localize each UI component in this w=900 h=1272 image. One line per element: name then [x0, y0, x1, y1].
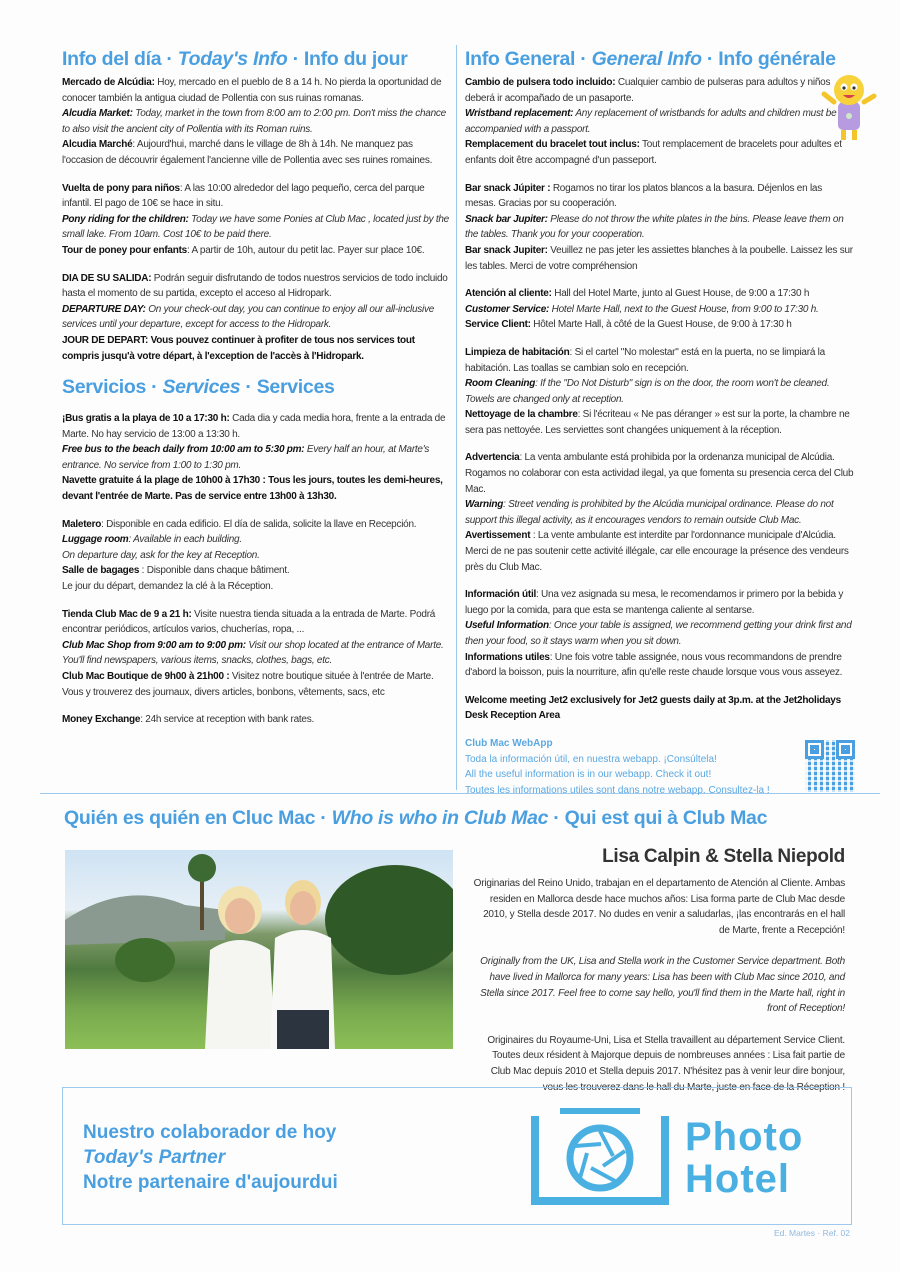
info-entry: [62, 579, 452, 595]
entry-text: : La venta ambulante está prohibida por la ordenanza municipal de Alcúdia. Rogamos no colaborar con esta actividad ilegal, ya que fomenta su presencia cerca del Club Mac.: [465, 452, 854, 495]
entry-text: Vous pouvez continuer à profiter de tous nos services tout compris jusqu'à votre départ, à l'exception de l'accès à l'Hidropark.: [62, 334, 415, 362]
who-is-who-text: [470, 846, 845, 1111]
photo-illustration: [65, 850, 453, 1049]
title-fr: · Services: [240, 376, 335, 399]
entry-text: : Once your table is assigned, we recommend getting your drink first and then your food, so it stays warm when you sit down.: [465, 620, 852, 647]
partner-heading: [83, 1120, 338, 1195]
info-entry: [465, 450, 855, 497]
info-entry: [62, 563, 452, 579]
title-es: Quién es quién en Cluc Mac ·: [64, 807, 332, 829]
entry-label: Alcudia Marché: [62, 139, 133, 151]
webapp-line: Toda la información útil, en nuestra webapp. ¡Consúltela!: [465, 753, 717, 765]
info-entry: [465, 587, 855, 618]
entry-label: JOUR DE DEPART:: [62, 334, 149, 346]
entry-label: Mercado de Alcúdia:: [62, 77, 155, 88]
entry-label: ¡Bus gratis a la playa de 10 a 17:30 h:: [62, 413, 230, 425]
logo-wordmark: Photo Hotel: [685, 1115, 804, 1201]
info-block: [465, 181, 855, 275]
entry-label: Información útil: [465, 589, 536, 601]
info-entry: [62, 212, 452, 243]
info-entry: [465, 407, 855, 438]
info-entry: [465, 618, 855, 649]
webapp-line: All the useful information is in our webapp. Check it out!: [465, 769, 712, 781]
entry-text: : Si l'écriteau « Ne pas déranger » est sur la porte, la chambre ne sera pas nettoyée. Les serviettes sont changées uniquement à la réception.: [465, 409, 850, 436]
info-block: [62, 271, 452, 365]
webapp-line: Toutes les informations utiles sont dans notre webapp. Consultez-la !: [465, 784, 770, 796]
entry-text: Hôtel Marte Hall, à côté de la Guest House, de 9:00 à 17:30 h: [530, 319, 792, 331]
info-block: [465, 345, 855, 439]
partner-line-es: Nuestro colaborador de hoy: [83, 1122, 337, 1143]
info-entry: [465, 181, 855, 212]
info-block: [465, 286, 855, 333]
info-entry: [62, 517, 452, 533]
info-block: [62, 712, 452, 728]
entry-text: : Disponible en cada edificio. El día de salida, solicite la llave en Recepción.: [101, 518, 417, 530]
entry-text: Today we have some Ponies at Club Mac , located just by the small lake. From 10am. Cost 10€ to be paid there.: [62, 213, 449, 241]
info-entry: [62, 137, 452, 168]
entry-label: Remplacement du bracelet tout inclus:: [465, 139, 640, 151]
photo-hotel-logo: [525, 1106, 845, 1206]
info-entry: [465, 243, 855, 274]
todays-info-title: [62, 48, 452, 71]
info-entry: [62, 181, 452, 212]
info-entry: [465, 693, 855, 724]
staff-names: Lisa Calpin & Stella Niepold: [602, 846, 845, 867]
bio-en: Originally from the UK, Lisa and Stella work in the Customer Service department. Both have lived in Mallorca for many years: Lisa has been with Club Mac since 2010, and Stella since 2017. Feel free to come say hello, you'll find them in the Marte hall, right in front of Reception!: [480, 956, 845, 1015]
camera-aperture-icon: [525, 1106, 675, 1206]
webapp-promo: [465, 736, 855, 798]
entry-label: Advertencia: [465, 452, 520, 464]
left-column: [62, 48, 452, 740]
entry-text: : Disponible dans chaque bâtiment.: [139, 565, 290, 577]
entry-label: Bar snack Jupiter:: [465, 244, 548, 256]
title-fr: · Qui est qui à Club Mac: [548, 807, 768, 829]
entry-text: : A partir de 10h, autour du petit lac. Payer sur place 10€.: [186, 244, 425, 256]
entry-label: DIA DE SU SALIDA:: [62, 272, 152, 284]
general-info-title: [465, 48, 855, 71]
entry-label: Wristband replacement:: [465, 108, 574, 120]
entry-label: Cambio de pulsera todo incluido:: [465, 77, 616, 88]
general-info-body: [465, 75, 855, 724]
info-entry: [465, 286, 855, 302]
entry-text: Please do not throw the white plates in the bins. Please leave them on the tables. Thank you for your cooperation.: [465, 213, 844, 241]
entry-label: Pony riding for the children:: [62, 213, 189, 225]
entry-text: Hoy, mercado en el pueblo de 8 a 14 h. No pierda la oportunidad de conocer también la antigua ciudad de Pollentia con sus ruinas romanas.: [62, 77, 442, 104]
entry-text: : 24h service at reception with bank rates.: [140, 714, 314, 726]
info-entry: [62, 243, 452, 259]
info-entry: [465, 345, 855, 376]
entry-text: Any replacement of wristbands for adults and children must be accompanied with a passport.: [465, 108, 837, 135]
info-entry: [465, 497, 855, 528]
info-entry: [465, 650, 855, 681]
entry-text: : Une fois votre table assignée, nous vous recommandons de prendre d'abord la boisson, puis la nourriture, afin qu'elle reste chaude lorsque vous vous asseyez.: [465, 651, 843, 679]
entry-text: : Aujourd'hui, marché dans le village de 8h à 14h. Ne manquez pas l'occasion de découvrir également l'ancienne ville de Pollentia avec ses ruines romaines.: [62, 139, 433, 166]
info-entry: [62, 333, 452, 364]
entry-label: Nettoyage de la chambre: [465, 409, 578, 421]
entry-text: Today, market in the town from 8:00 am to 2:00 pm. Don't miss the chance to also visit the ancient city of Pollentia with its Roman ruins.: [62, 108, 446, 135]
entry-text: Visit our shop located at the entrance of Marte. You'll find newspapers, various items, snacks, clothes, bags, etc.: [62, 639, 444, 667]
entry-label: Room Cleaning: [465, 378, 536, 390]
info-entry: [465, 528, 855, 575]
info-entry: [62, 712, 452, 728]
services-body: [62, 411, 452, 728]
entry-label: Alcudia Market:: [62, 108, 133, 120]
info-entry: [62, 473, 452, 504]
entry-label: Vuelta de pony para niños: [62, 182, 180, 194]
entry-label: Useful Information: [465, 620, 549, 632]
entry-label: Maletero: [62, 518, 102, 530]
entry-label: Warning: [465, 499, 504, 511]
entry-text: Rogamos no tirar los platos blancos a la basura. Déjenlos en las mesas. Gracias por su cooperación.: [465, 182, 822, 210]
entry-label: Money Exchange: [62, 714, 141, 726]
entry-text: : If the "Do Not Disturb" sign is on the door, the room won't be cleaned. Towels are changed only at reception.: [465, 378, 830, 405]
general-info-section: [465, 48, 855, 724]
todays-info-section: [62, 48, 452, 364]
entry-text: Visitez notre boutique située à l'entrée de Marte. Vous y trouverez des journaux, divers articles, bonbons, vêtements, sacs, etc: [62, 671, 434, 698]
info-entry: [62, 271, 452, 302]
entry-label: Club Mac Boutique de 9h00 à 21h00 :: [62, 671, 230, 682]
entry-text: : La vente ambulante est interdite par l'ordonnance municipale d'Alcúdia. Merci de ne pas soutenir cette activité illégale, car elle encourage la présence des vendeurs près du Club Mac.: [465, 530, 849, 573]
info-block: [62, 181, 452, 259]
entry-text: : A las 10:00 alrededor del lago pequeño, cerca del parque infantil. El pago de 10€ se hace in situ.: [62, 182, 425, 210]
info-entry: [62, 302, 452, 333]
edition-ref: Ed. Martes · Ref. 02: [773, 1228, 850, 1238]
info-entry: [465, 106, 855, 137]
entry-label: Snack bar Jupiter:: [465, 213, 548, 225]
entry-text: : Available in each building.: [128, 534, 242, 546]
entry-text: : Street vending is prohibited by the Alcúdia municipal ordinance. Please do not support this illegal activity, as it encourages vendors to remain outside Club Mac.: [465, 499, 834, 526]
info-entry: [62, 548, 452, 564]
qr-code-icon[interactable]: [805, 740, 855, 792]
entry-label: Tienda Club Mac de 9 a 21 h:: [62, 608, 192, 620]
entry-text: On your check-out day, you can continue to enjoy all our all-inclusive services until your departure, except for access to the Hidropark.: [62, 303, 435, 331]
entry-label: DEPARTURE DAY:: [62, 303, 146, 315]
info-block: [465, 587, 855, 681]
entry-text: Tous les jours, toutes les demi-heures, devant l'entrée de Marte. Pas de service entre 13h00 à 13h30.: [62, 475, 443, 503]
info-block: [465, 693, 855, 724]
entry-label: Service Client:: [465, 319, 531, 331]
bio-es: Originarias del Reino Unido, trabajan en el departamento de Atención al Cliente. Ambas residen en Mallorca desde hace muchos años: Lisa forma parte de Club Mac desde 2010, y Stella desde 2017. No dudes en venir a saludarlas, ¡las encontrarás en el hall de Marte, frente a Recepción!: [473, 878, 845, 936]
entry-label: Customer Service:: [465, 303, 550, 315]
title-es: Info General ·: [465, 48, 592, 70]
title-es: Servicios ·: [62, 376, 163, 399]
webapp-title: Club Mac WebApp: [465, 737, 553, 749]
partner-line-en: Today's Partner: [83, 1147, 226, 1168]
title-en: Today's Info: [177, 48, 288, 70]
entry-label: Avertissement: [465, 530, 531, 542]
info-block: [62, 411, 452, 505]
info-entry: [62, 75, 452, 106]
entry-label: Navette gratuite á la plage de 10h00 à 17h30 :: [62, 475, 266, 487]
entry-text: Veuillez ne pas jeter les assiettes blanches à la poubelle. Laissez les sur les tables. Merci de votre compréhension: [465, 244, 853, 272]
title-en: Who is who in Club Mac: [331, 807, 549, 829]
who-is-who-title: [64, 807, 767, 830]
info-entry: [62, 607, 452, 638]
info-entry: [465, 302, 855, 318]
services-section: [62, 376, 452, 728]
info-entry: [62, 442, 452, 473]
title-es: Info del día ·: [62, 48, 178, 70]
entry-label: Atención al cliente:: [465, 288, 552, 300]
bio-fr: Originaires du Royaume-Uni, Lisa et Stella travaillent au département Service Client. Toutes deux résident à Majorque depuis de nombreuses années : Lisa fait partie de Club Mac depuis 2010 et Stella depuis 2017. N'hésitez pas à venir leur dire bonjour, vous les trouverez dans le hall du Marte, juste en face de la Réception !: [487, 1034, 845, 1093]
entry-label: Luggage room: [62, 534, 129, 546]
info-entry: [62, 532, 452, 548]
partner-line-fr: Notre partenaire d'aujourdui: [83, 1172, 338, 1193]
entry-label: Club Mac Shop from 9:00 am to 9:00 pm:: [62, 639, 246, 651]
title-fr: · Info du jour: [287, 48, 408, 70]
info-entry: [62, 669, 452, 700]
entry-text: On departure day, ask for the key at Reception.: [62, 549, 260, 561]
entry-text: Visite nuestra tienda situada a la entrada de Marte. Podrá encontrar periódicos, artículos varios, chucherías, ropa, ...: [62, 608, 436, 636]
title-fr: · Info générale: [701, 48, 836, 70]
entry-text: Tout remplacement de bracelets pour adultes et enfants doit être accompagné d'un passeport.: [465, 139, 842, 166]
info-entry: [465, 317, 855, 333]
entry-text: Hotel Marte Hall, next to the Guest House, from 9:00 to 17:30 h.: [549, 303, 819, 315]
staff-photo: [65, 850, 453, 1049]
info-block: [62, 607, 452, 701]
info-block: [465, 450, 855, 575]
info-entry: [465, 137, 855, 168]
entry-text: : Si el cartel "No molestar" está en la puerta, no se limpiará la habitación. Las toallas se cambian solo en recepción.: [465, 346, 825, 374]
info-entry: [62, 638, 452, 669]
entry-text: Podrán seguir disfrutando de todos nuestros servicios de todo incluido hasta el momento de su partida, excepto el acceso al Hidropark.: [62, 272, 448, 300]
entry-text: Le jour du départ, demandez la clé à la Réception.: [62, 581, 273, 593]
entry-label: Informations utiles: [465, 651, 550, 663]
entry-label: Tour de poney pour enfants: [62, 244, 187, 256]
info-block: [465, 75, 855, 169]
entry-text: Welcome meeting Jet2 exclusively for Jet2 guests daily at 3p.m. at the Jet2holidays Desk Reception Area: [465, 694, 841, 722]
info-block: [62, 517, 452, 595]
entry-text: Cada dia y cada media hora, frente a la entrada de Marte. No hay servicio de 13:00 a 13:30 h.: [62, 413, 446, 440]
info-entry: [62, 411, 452, 442]
title-en: Services: [162, 376, 241, 399]
services-title: [62, 376, 452, 399]
entry-text: Every half an hour, at Marte's entrance. No service from 1:00 to 1:30 pm.: [62, 444, 430, 471]
entry-text: Cualquier cambio de pulseras para adultos y niños deberá ir acompañado de un pasaporte.: [465, 77, 831, 104]
title-en: General Info: [591, 48, 702, 70]
info-entry: [62, 106, 452, 137]
info-block: [62, 75, 452, 169]
entry-text: : Una vez asignada su mesa, le recomendamos ir primero por la bebida y luego por la comida, para que esta se mantenga caliente al sentarse.: [465, 589, 844, 616]
info-entry: [465, 75, 855, 106]
entry-label: Salle de bagages: [62, 565, 140, 577]
info-entry: [465, 212, 855, 243]
entry-text: Hall del Hotel Marte, junto al Guest House, de 9:00 a 17:30 h: [551, 288, 810, 300]
entry-label: Limpieza de habitación: [465, 346, 570, 358]
info-entry: [465, 376, 855, 407]
column-divider: [456, 45, 457, 790]
entry-label: Free bus to the beach daily from 10:00 am to 5:30 pm:: [62, 444, 305, 456]
todays-info-body: [62, 75, 452, 364]
partner-box: [62, 1087, 852, 1225]
right-column: [465, 48, 855, 798]
entry-label: Bar snack Júpiter :: [465, 182, 551, 194]
